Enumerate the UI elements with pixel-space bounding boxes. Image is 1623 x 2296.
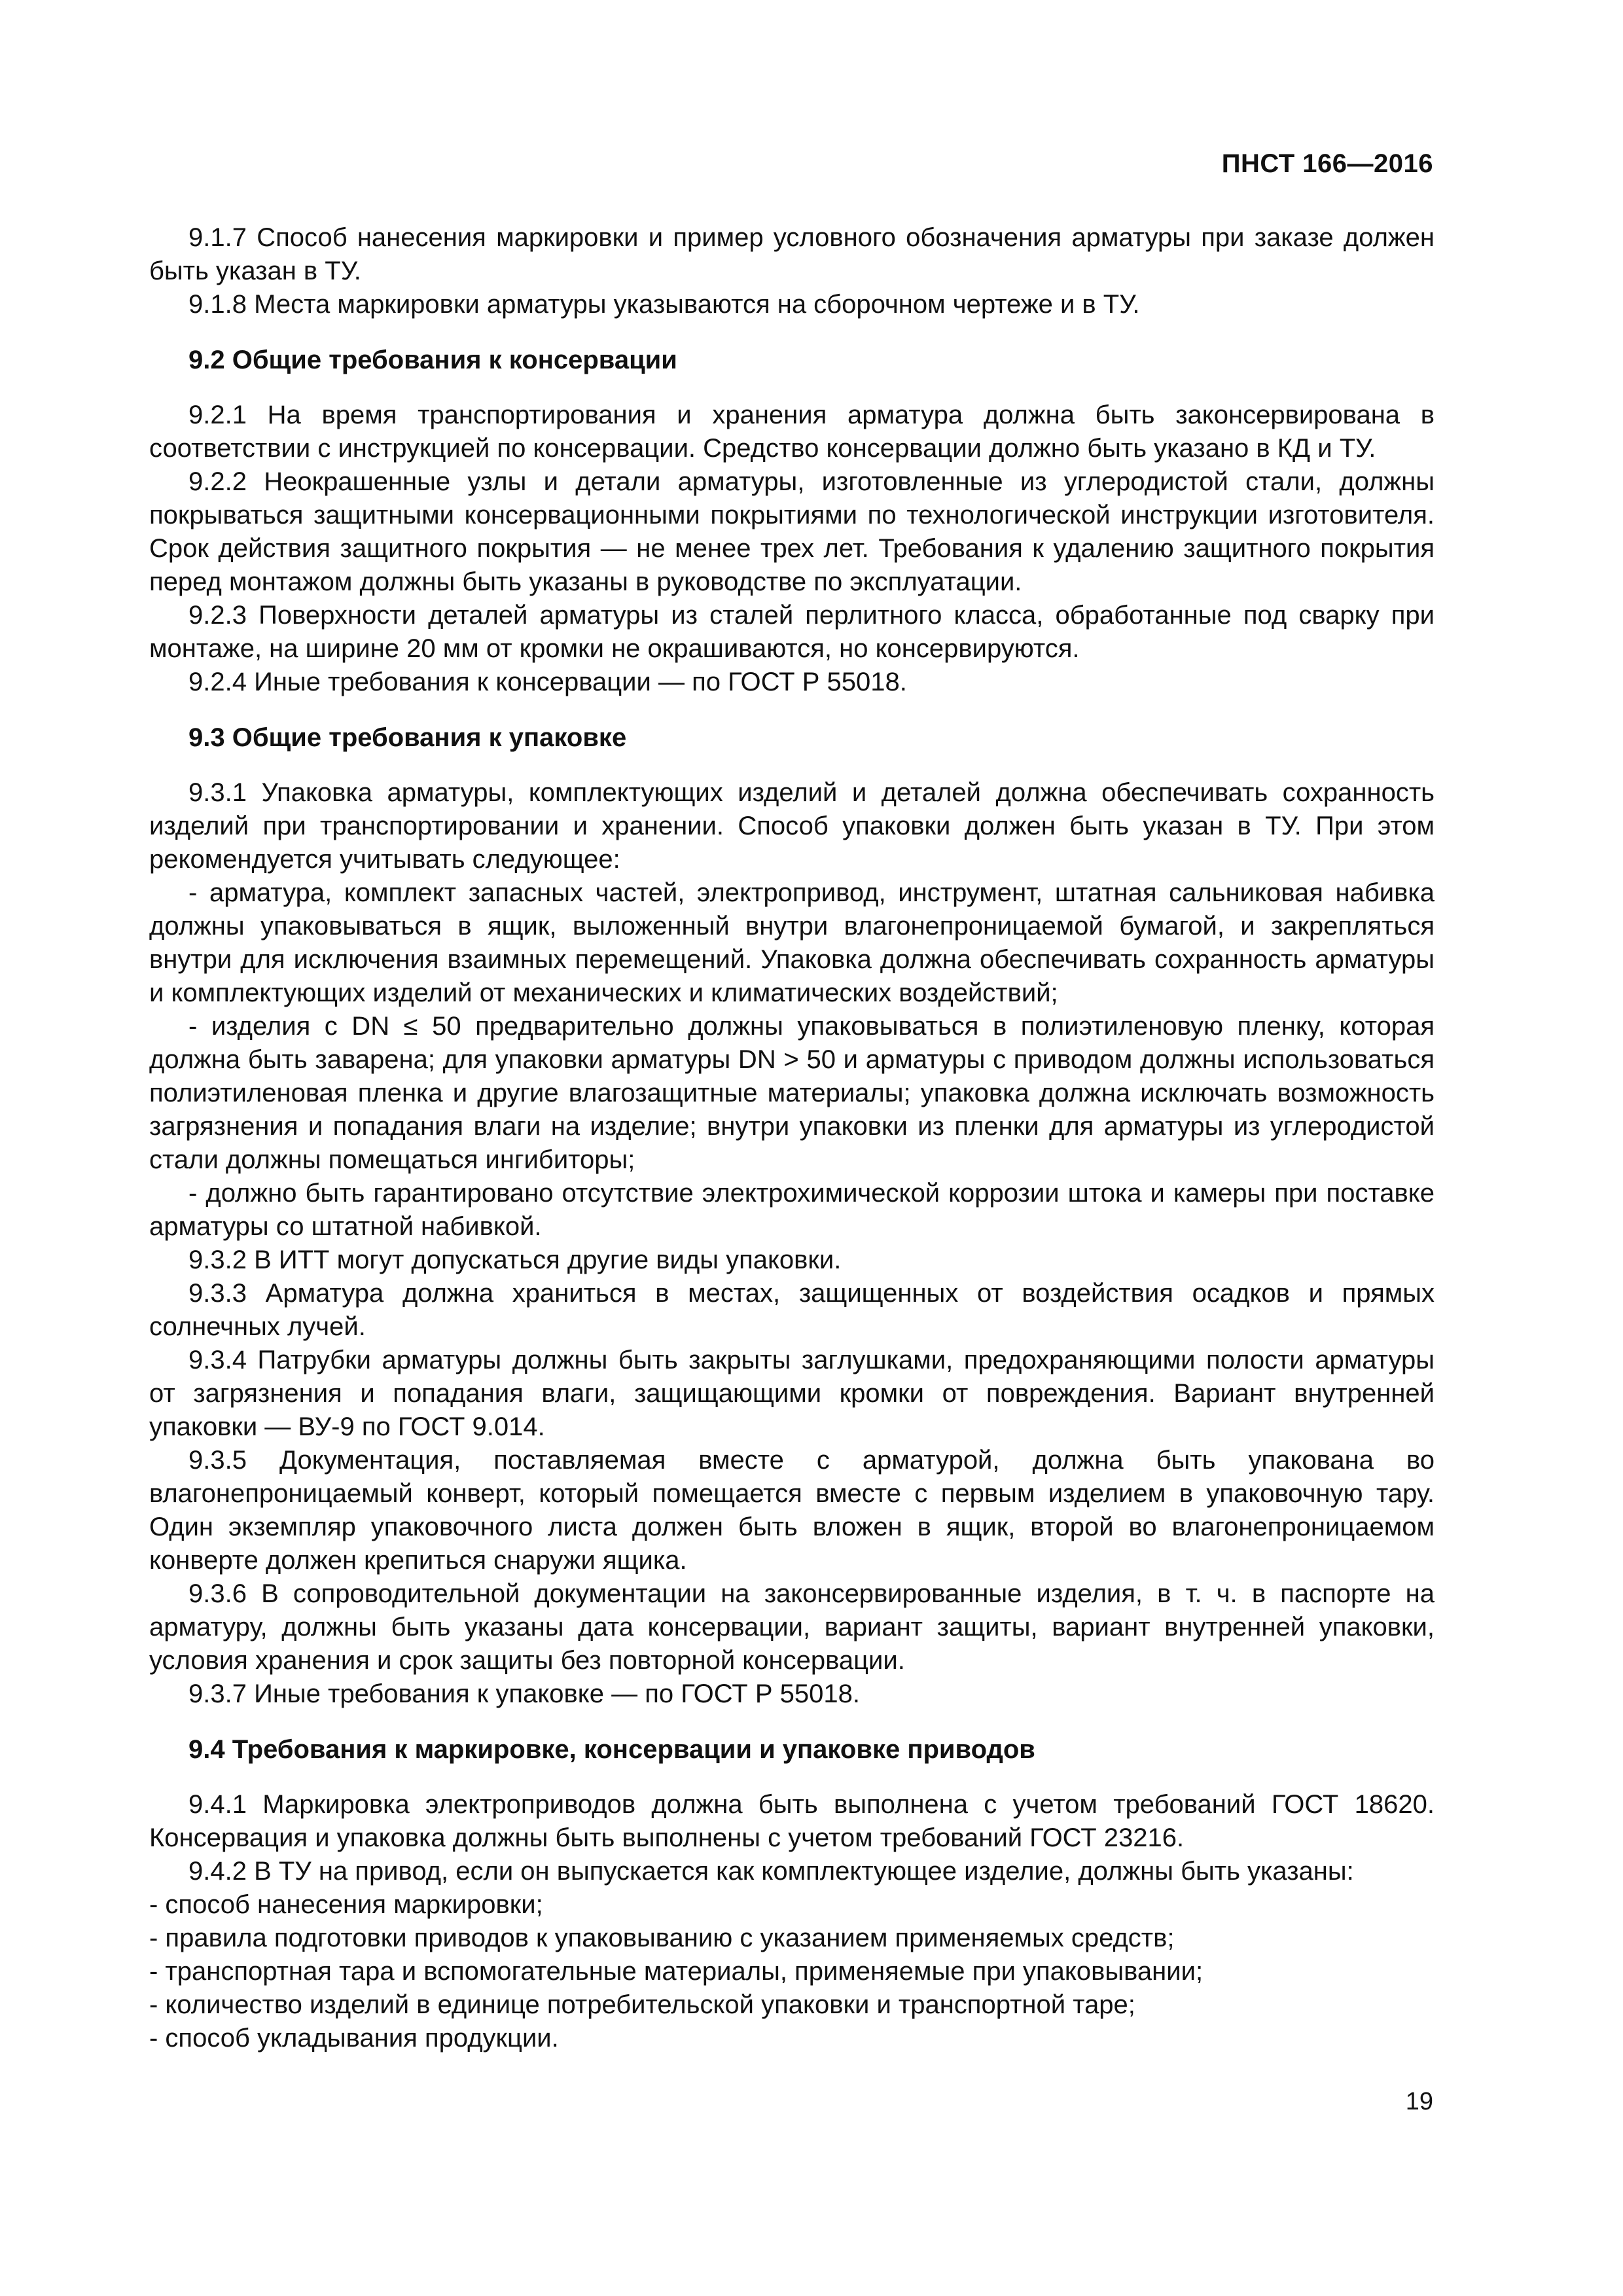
page-content — [149, 221, 1435, 2055]
paragraph-9-3-6: 9.3.6 В сопроводительной документации на законсервированные изделия, в т. ч. в паспорте на арматуру, должны быть указаны дата консервации, вариант защиты, вариант внутренней упаковки, условия хранения и срок защиты без повторной консервации. — [149, 1579, 1435, 1675]
list-item: - изделия с DN ≤ 50 предварительно должны упаковываться в полиэтиленовую пленку, которая должна быть заварена; для упаковки арматуры DN > 50 и арматуры с приводом должны использоваться полиэтиленовая пленка и другие влагозащитные материалы; упаковка должна исключать возможность загрязнения и попадания влаги на изделие; внутри упаковки из пленки для арматуры из углеродистой стали должны помещаться ингибиторы; — [149, 1012, 1435, 1174]
list-item: - способ нанесения маркировки; — [149, 1890, 543, 1919]
paragraph-9-3-1: 9.3.1 Упаковка арматуры, комплектующих изделий и деталей должна обеспечивать сохранность изделий при транспортировании и хранении. Способ упаковки должен быть указан в ТУ. При этом рекомендуется учитывать следующее: — [149, 778, 1435, 874]
paragraph-9-3-5: 9.3.5 Документация, поставляемая вместе с арматурой, должна быть упакована во влагонепроницаемый конверт, который помещается вместе с первым изделием в упаковочную тару. Один экземпляр упаковочного листа должен быть вложен в ящик, второй во влагонепроницаемом конверте должен крепиться снаружи ящика. — [149, 1446, 1435, 1575]
list-item: - транспортная тара и вспомогательные материалы, применяемые при упаковывании; — [149, 1957, 1204, 1986]
paragraph-9-3-7: 9.3.7 Иные требования к упаковке — по ГОСТ Р 55018. — [188, 1679, 860, 1708]
section-heading-9-4: 9.4 Требования к маркировке, консервации и упаковке приводов — [188, 1735, 1035, 1764]
paragraph-9-4-2: 9.4.2 В ТУ на привод, если он выпускается как комплектующее изделие, должны быть указаны: — [188, 1857, 1354, 1886]
paragraph-9-2-3: 9.2.3 Поверхности деталей арматуры из сталей перлитного класса, обработанные под сварку при монтаже, на ширине 20 мм от кромки не окрашиваются, но консервируются. — [149, 601, 1435, 663]
paragraph-9-2-4: 9.2.4 Иные требования к консервации — по ГОСТ Р 55018. — [188, 668, 907, 696]
list-item: - должно быть гарантировано отсутствие электрохимической коррозии штока и камеры при поставке арматуры со штатной набивкой. — [149, 1179, 1435, 1241]
paragraph-9-3-3: 9.3.3 Арматура должна храниться в местах, защищенных от воздействия осадков и прямых солнечных лучей. — [149, 1279, 1435, 1341]
paragraph-9-1-8: 9.1.8 Места маркировки арматуры указываются на сборочном чертеже и в ТУ. — [188, 290, 1140, 319]
paragraph-9-2-2: 9.2.2 Неокрашенные узлы и детали арматуры, изготовленные из углеродистой стали, должны покрываться защитными консервационными покрытиями по технологической инструкции изготовителя. Срок действия защитного покрытия — не менее трех лет. Требования к удалению защитного покрытия перед монтажом должны быть указаны в руководстве по эксплуатации. — [149, 467, 1435, 596]
paragraph-9-1-7: 9.1.7 Способ нанесения маркировки и пример условного обозначения арматуры при заказе должен быть указан в ТУ. — [149, 223, 1435, 285]
section-heading-9-2: 9.2 Общие требования к консервации — [188, 346, 677, 374]
list-item: - способ укладывания продукции. — [149, 2024, 559, 2053]
paragraph-9-3-2: 9.3.2 В ИТТ могут допускаться другие виды упаковки. — [188, 1246, 842, 1274]
paragraph-9-4-1: 9.4.1 Маркировка электроприводов должна быть выполнена с учетом требований ГОСТ 18620. Консервация и упаковка должны быть выполнены с учетом требований ГОСТ 23216. — [149, 1790, 1435, 1852]
section-heading-9-3: 9.3 Общие требования к упаковке — [188, 723, 627, 752]
paragraph-9-2-1: 9.2.1 На время транспортирования и хранения арматура должна быть законсервирована в соответствии с инструкцией по консервации. Средство консервации должно быть указано в КД и ТУ. — [149, 401, 1435, 463]
paragraph-9-3-4: 9.3.4 Патрубки арматуры должны быть закрыты заглушками, предохраняющими полости арматуры от загрязнения и попадания влаги, защищающими кромки от повреждения. Вариант внутренней упаковки — ВУ-9 по ГОСТ 9.014. — [149, 1346, 1435, 1441]
list-item: - арматура, комплект запасных частей, электропривод, инструмент, штатная сальниковая набивка должны упаковываться в ящик, выложенный внутри влагонепроницаемой бумагой, и закрепляться внутри для исключения взаимных перемещений. Упаковка должна обеспечивать сохранность арматуры и комплектующих изделий от механических и климатических воздействий; — [149, 878, 1435, 1007]
document-designation: ПНСТ 166—2016 — [1221, 149, 1433, 178]
list-item: - количество изделий в единице потребительской упаковки и транспортной таре; — [149, 1990, 1135, 2019]
list-item: - правила подготовки приводов к упаковыванию с указанием применяемых средств; — [149, 1924, 1175, 1952]
page-number: 19 — [1405, 2088, 1433, 2115]
